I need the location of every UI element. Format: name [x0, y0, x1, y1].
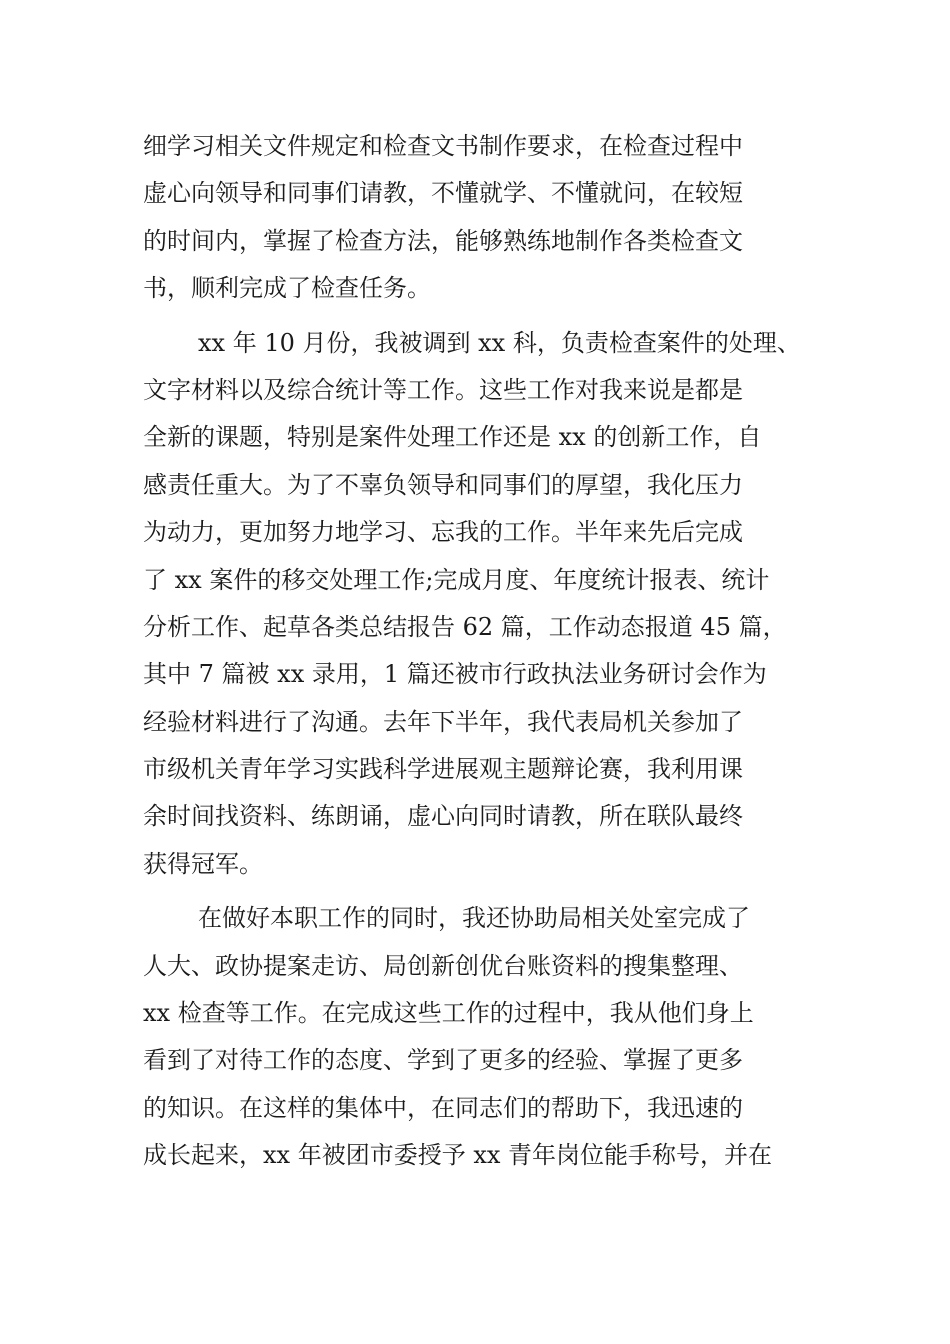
text-line: 细学习相关文件规定和检查文书制作要求，在检查过程中 — [143, 132, 743, 160]
paragraph-1 — [143, 123, 813, 313]
document-body — [143, 123, 813, 1180]
text-line: 感责任重大。为了不辜负领导和同事们的厚望，我化压力 — [143, 470, 743, 499]
text-line: 的时间内，掌握了检查方法，能够熟练地制作各类检查文 — [143, 226, 743, 255]
text-line: 的知识。在这样的集体中，在同志们的帮助下，我迅速的 — [143, 1093, 743, 1122]
text-line: 余时间找资料、练朗诵，虚心向同时请教，所在联队最终 — [143, 802, 743, 831]
text-line: 为动力，更加努力地学习、忘我的工作。半年来先后完成 — [143, 518, 743, 547]
text-line: 看到了对待工作的态度、学到了更多的经验、掌握了更多 — [143, 1046, 743, 1075]
text-line: 获得冠军。 — [143, 849, 263, 878]
text-line: 虚心向领导和同事们请教，不懂就学、不懂就问，在较短 — [143, 179, 743, 208]
text-line: 成长起来，xx 年被团市委授予 xx 青年岗位能手称号，并在 — [143, 1141, 773, 1170]
text-line: 书，顺利完成了检查任务。 — [143, 274, 431, 303]
text-line: 在做好本职工作的同时，我还协助局相关处室完成了 — [198, 904, 750, 933]
text-line: 经验材料进行了沟通。去年下半年，我代表局机关参加了 — [143, 707, 743, 736]
text-line: 全新的课题，特别是案件处理工作还是 xx 的创新工作，自 — [143, 423, 762, 452]
paragraph-3 — [143, 895, 813, 1179]
text-line: 人大、政协提案走访、局创新创优台账资料的搜集整理、 — [143, 951, 743, 980]
paragraph-2 — [143, 320, 813, 889]
paragraph-gap — [143, 313, 813, 320]
text-line: 分析工作、起草各类总结报告 62 篇，工作动态报道 45 篇， — [143, 612, 787, 641]
text-line: xx 检查等工作。在完成这些工作的过程中，我从他们身上 — [143, 999, 754, 1028]
text-line: 了 xx 案件的移交处理工作;完成月度、年度统计报表、统计 — [143, 565, 770, 594]
text-line: xx 年 10 月份，我被调到 xx 科，负责检查案件的处理、 — [198, 328, 801, 357]
text-line: 其中 7 篇被 xx 录用，1 篇还被市行政执法业务研讨会作为 — [143, 660, 767, 689]
text-line: 市级机关青年学习实践科学进展观主题辩论赛，我利用课 — [143, 755, 743, 784]
text-line: 文字材料以及综合统计等工作。这些工作对我来说是都是 — [143, 375, 743, 404]
paragraph-gap — [143, 888, 813, 895]
